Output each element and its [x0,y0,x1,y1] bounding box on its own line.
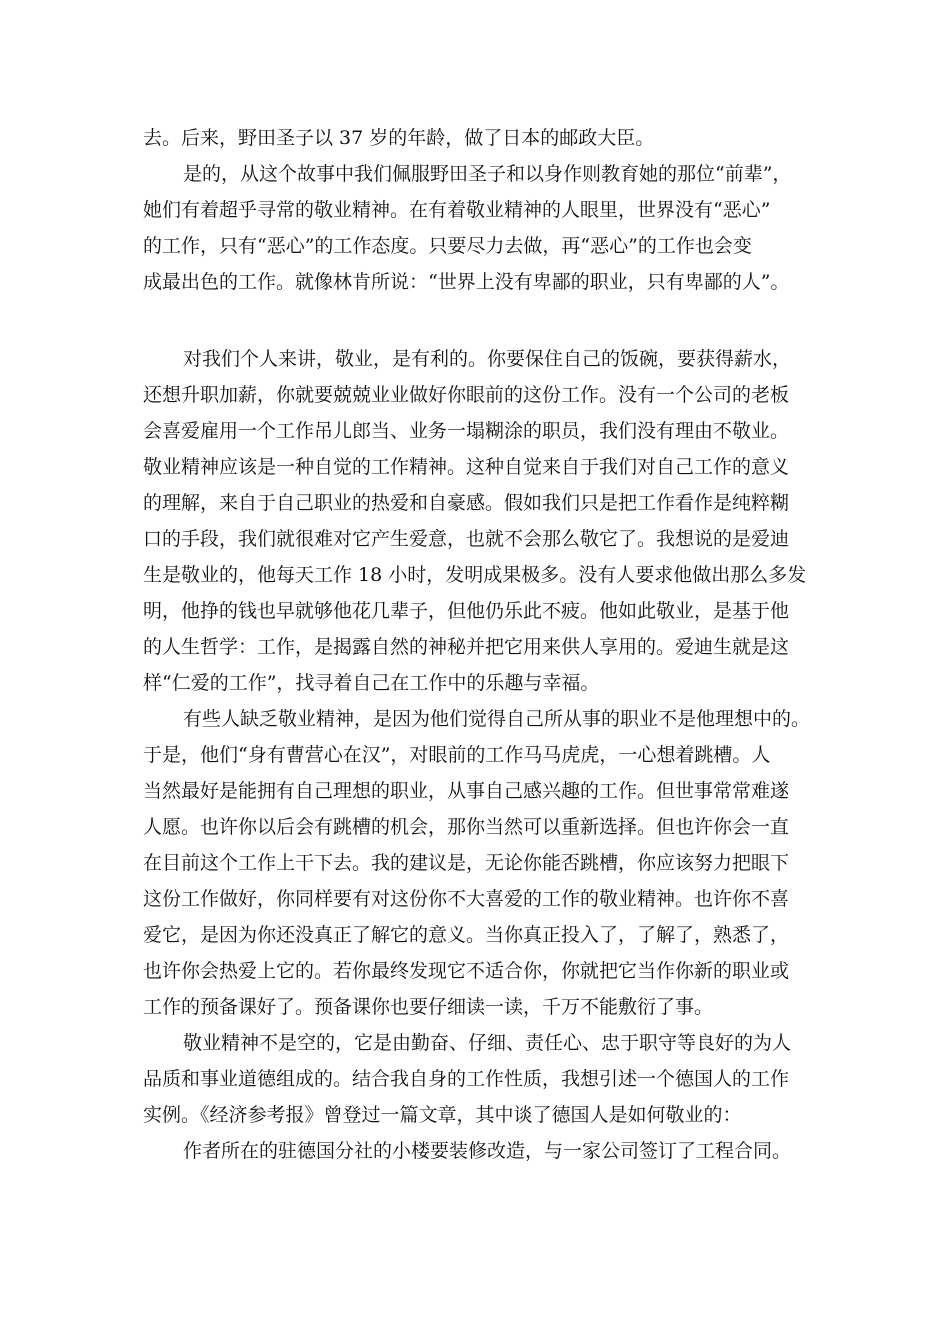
text-line: 样“仁爱的工作”，找寻着自己在工作中的乐趣与幸福。 [143,672,600,694]
text-line: 敬业精神不是空的，它是由勤奋、仔细、责任心、忠于职守等良好的为人 [183,1032,792,1054]
text-line: 于是，他们“身有曹营心在汉”，对眼前的工作马马虎虎，一心想着跳槽。人 [143,744,771,766]
text-line: 的理解，来自于自己职业的热爱和自豪感。假如我们只是把工作看作是纯粹糊 [143,492,790,514]
text-line: 也许你会热爱上它的。若你最终发现它不适合你，你就把它当作你新的职业或 [143,960,790,982]
text-line: 对我们个人来讲，敬业，是有利的。你要保住自己的饭碗，要获得薪水， [183,348,792,370]
text-line: 口的手段，我们就很难对它产生爱意，也就不会那么敬它了。我想说的是爱迪 [143,528,790,550]
text-line: 敬业精神应该是一种自觉的工作精神。这种自觉来自于我们对自己工作的意义 [143,456,790,478]
text-line: 人愿。也许你以后会有跳槽的机会，那你当然可以重新选择。但也许你会一直 [143,816,790,838]
text-line: 这份工作做好，你同样要有对这份你不大喜爱的工作的敬业精神。也许你不喜 [143,888,790,910]
text-line: 作者所在的驻德国分社的小楼要装修改造，与一家公司签订了工程合同。 [183,1140,792,1162]
text-line: 有些人缺乏敬业精神，是因为他们觉得自己所从事的职业不是他理想中的。 [183,708,811,730]
text-line: 品质和事业道德组成的。结合我自身的工作性质，我想引述一个德国人的工作 [143,1068,790,1090]
text-line: 还想升职加薪，你就要兢兢业业做好你眼前的这份工作。没有一个公司的老板 [143,384,790,406]
text-line: 工作的预备课好了。预备课你也要仔细读一读，千万不能敷衍了事。 [143,996,714,1018]
text-line: 是的，从这个故事中我们佩服野田圣子和以身作则教育她的那位“前辈”， [183,163,792,185]
text-line: 成最出色的工作。就像林肯所说：“世界上没有卑鄙的职业，只有卑鄙的人”。 [143,271,790,293]
text-line: 会喜爱雇用一个工作吊儿郎当、业务一塌糊涂的职员，我们没有理由不敬业。 [143,420,790,442]
text-line: 生是敬业的，他每天工作 18 小时，发明成果极多。没有人要求他做出那么多发 [143,564,807,586]
text-line: 的工作，只有“恶心”的工作态度。只要尽力去做，再“恶心”的工作也会变 [143,235,752,257]
text-line: 明，他挣的钱也早就够他花几辈子，但他仍乐此不疲。他如此敬业，是基于他 [143,600,790,622]
text-line: 爱它，是因为你还没真正了解它的意义。当你真正投入了，了解了，熟悉了， [143,924,790,946]
text-line: 在目前这个工作上干下去。我的建议是，无论你能否跳槽，你应该努力把眼下 [143,852,790,874]
text-line: 去。后来，野田圣子以 37 岁的年龄，做了日本的邮政大臣。 [143,127,655,149]
text-line: 当然最好是能拥有自己理想的职业，从事自己感兴趣的工作。但世事常常难遂 [143,780,790,802]
text-line: 的人生哲学：工作，是揭露自然的神秘并把它用来供人享用的。爱迪生就是这 [143,636,790,658]
text-line: 实例。《经济参考报》曾登过一篇文章，其中谈了德国人是如何敬业的： [143,1104,742,1126]
text-line: 她们有着超乎寻常的敬业精神。在有着敬业精神的人眼里，世界没有“恶心” [143,199,771,221]
